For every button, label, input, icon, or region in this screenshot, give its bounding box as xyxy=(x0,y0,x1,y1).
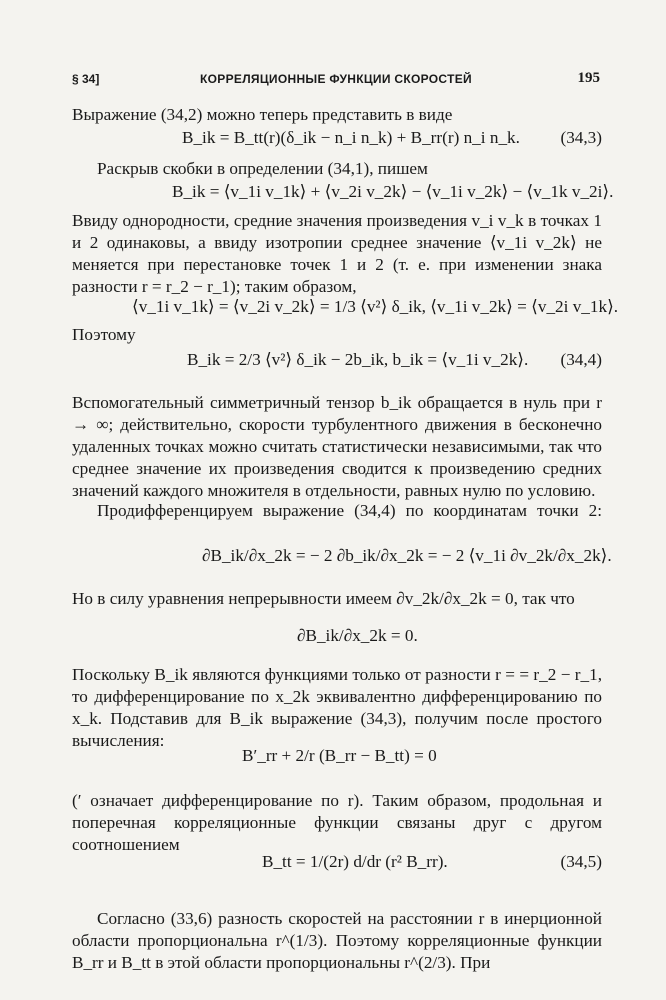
equation-body: ⟨v_1i v_1k⟩ = ⟨v_2i v_2k⟩ = 1/3 ⟨v²⟩ δ_ik, ⟨v_1i v_2k⟩ = ⟨v_2i v_1k⟩. xyxy=(132,297,619,316)
equation-body: B_tt = 1/(2r) d/dr (r² B_rr). xyxy=(262,852,448,871)
paragraph-4: Поэтому xyxy=(72,325,136,344)
equation-number: (34,3) xyxy=(560,128,602,147)
equation-body: B_ik = B_tt(r)(δ_ik − n_i n_k) + B_rr(r) n_i n_k. xyxy=(182,128,520,147)
page-number: 195 xyxy=(577,70,600,86)
equation-body: ∂B_ik/∂x_2k = − 2 ∂b_ik/∂x_2k = − 2 ⟨v_1i ∂v_2k/∂x_2k⟩. xyxy=(202,546,612,565)
paragraph-10: Согласно (33,6) разность скоростей на расстоянии r в инерционной области пропорциональна r^(1/3). Поэтому корреляционные функции B_rr и B_tt в этой области пропорциональны r^(2/3). При xyxy=(72,909,602,972)
equation-number: (34,5) xyxy=(560,852,602,871)
paragraph-1: Выражение (34,2) можно теперь представить в виде xyxy=(72,105,453,124)
running-header xyxy=(72,70,600,90)
equation-derivative xyxy=(72,546,612,570)
equation-continuity xyxy=(72,626,602,650)
paragraph-8: Поскольку B_ik являются функциями только от разности r = = r_2 − r_1, то дифференцирование по x_2k эквивалентно дифференцированию по x_k. Подставив для B_ik выражение (34,3), получим после простого вычисления: xyxy=(72,665,602,750)
equation-34-3 xyxy=(72,128,602,152)
equation-number: (34,4) xyxy=(560,350,602,369)
equation-body: B′_rr + 2/r (B_rr − B_tt) = 0 xyxy=(242,746,437,765)
equation-body: B_ik = 2/3 ⟨v²⟩ δ_ik − 2b_ik, b_ik = ⟨v_1i v_2k⟩. xyxy=(187,350,529,369)
equation-body: ∂B_ik/∂x_2k = 0. xyxy=(297,626,418,645)
equation-body: B_ik = ⟨v_1i v_1k⟩ + ⟨v_2i v_2k⟩ − ⟨v_1i v_2k⟩ − ⟨v_1k v_2i⟩. xyxy=(172,182,614,201)
paragraph-5: Вспомогательный симметричный тензор b_ik обращается в нуль при r → ∞; действительно, скорости турбулентного движения в бесконечно удаленных точках можно считать статистически независимыми, так что среднее значение их произведения сводится к произведению средних значений каждого множителя в отдельности, равных нулю по условию. xyxy=(72,393,602,500)
paragraph-9: (′ означает дифференцирование по r). Таким образом, продольная и поперечная корреляционные функции связаны друг с другом соотношением xyxy=(72,791,602,854)
section-ref: § 34] xyxy=(72,72,100,86)
paragraph-7: Но в силу уравнения непрерывности имеем ∂v_2k/∂x_2k = 0, так что xyxy=(72,589,575,608)
equation-34-4 xyxy=(72,350,602,374)
paragraph-2: Раскрыв скобки в определении (34,1), пишем xyxy=(97,159,428,178)
equation-34-5 xyxy=(72,852,602,876)
equation-b-expansion xyxy=(72,182,614,206)
paragraph-3: Ввиду однородности, средние значения произведения v_i v_k в точках 1 и 2 одинаковы, а ввиду изотропии среднее значение ⟨v_1i v_2k⟩ не меняется при перестановке точек 1 и 2 (т. е. при изменении знака разности r = r_2 − r_1); таким образом, xyxy=(72,211,602,296)
equation-relation xyxy=(72,746,602,770)
paragraph-6: Продифференцируем выражение (34,4) по координатам точки 2: xyxy=(97,501,602,520)
equation-isotropy xyxy=(72,297,619,321)
running-title: КОРРЕЛЯЦИОННЫЕ ФУНКЦИИ СКОРОСТЕЙ xyxy=(200,72,472,86)
